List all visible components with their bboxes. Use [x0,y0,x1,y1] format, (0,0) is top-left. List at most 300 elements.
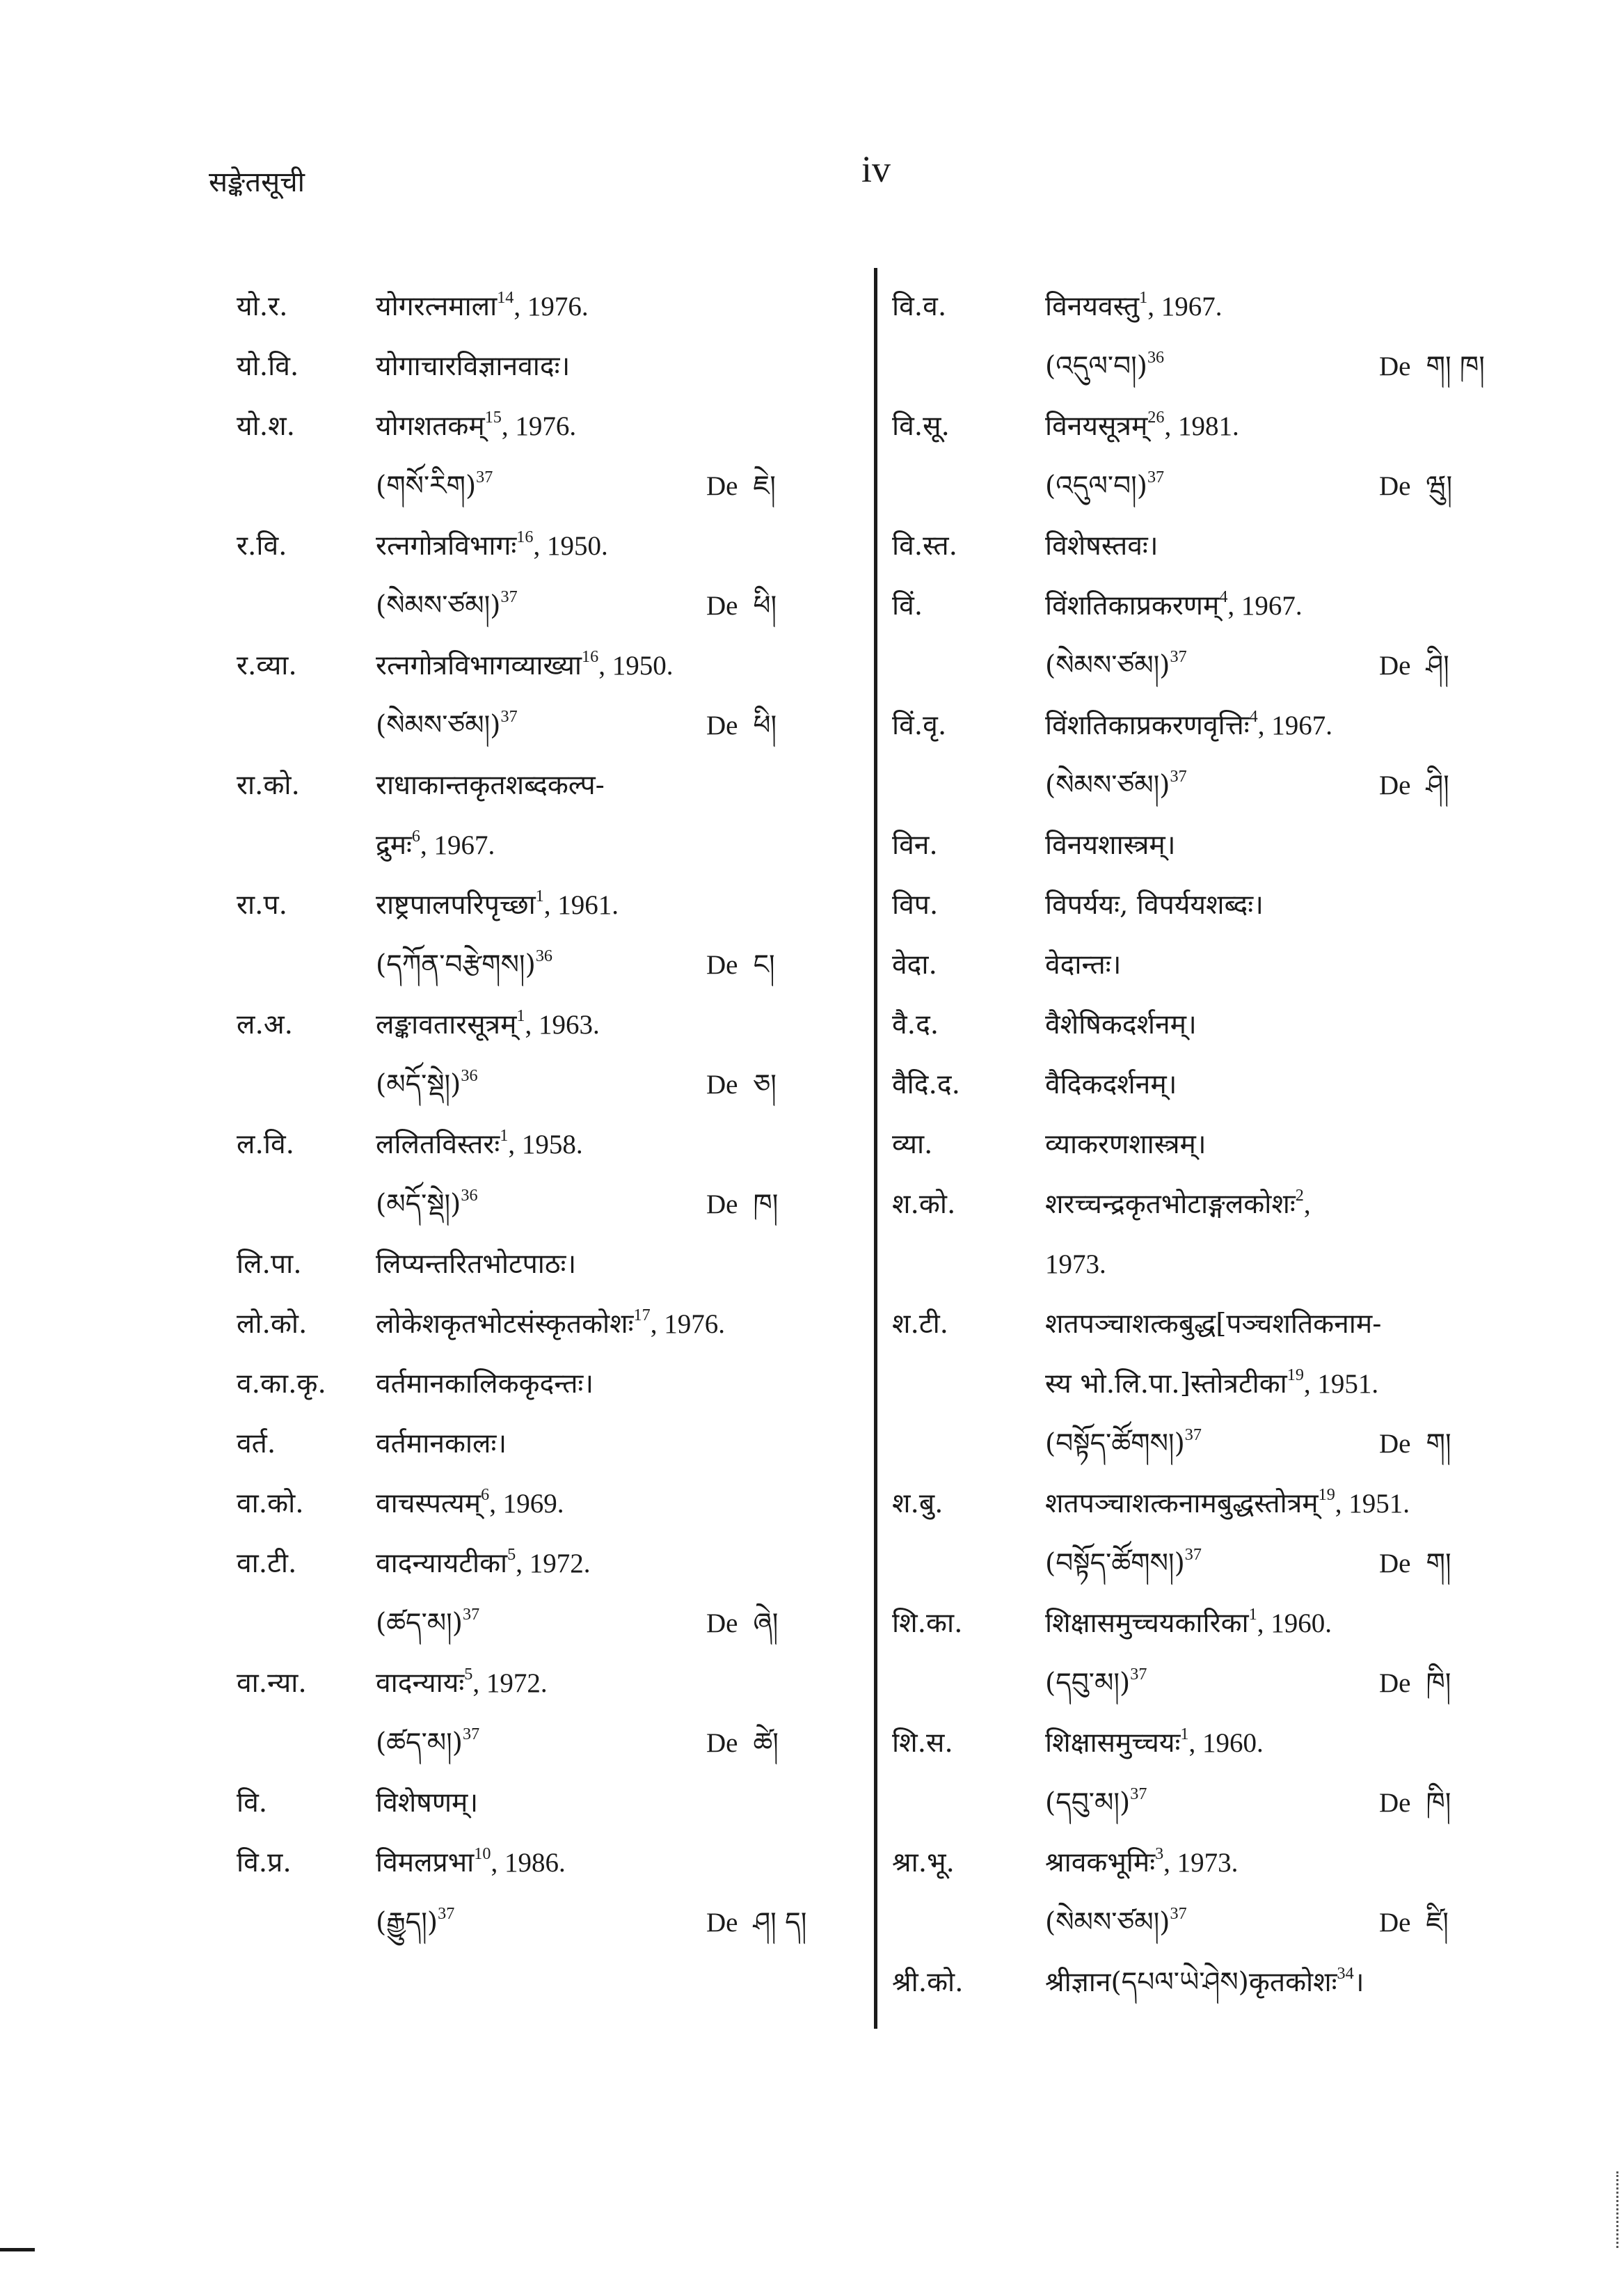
reference-number: 5 [464,1664,473,1684]
entry-title [376,995,600,1055]
entry-line-continued [892,1235,1546,1295]
entry-title-continued [1045,1235,1106,1295]
reference-number: 36 [461,1066,478,1085]
index-entry [892,516,1546,576]
title-text: रत्नगोत्रविभागः [376,530,517,562]
reference-number: 37 [1170,1903,1187,1923]
abbreviation: वि. [237,1787,268,1819]
entry-line [892,1594,1546,1654]
entry-title [376,1833,566,1893]
derge-label: De [706,1189,738,1219]
entry-title [1045,397,1239,457]
derge-reference [1379,457,1452,516]
index-entry [892,1115,1546,1175]
publication-year: , 1951. [1335,1489,1410,1519]
reference-number: 4 [1219,587,1228,606]
abbreviation: लो.को. [237,1308,308,1340]
derge-label: De [706,1608,738,1638]
tibetan-section-name: (དབུ་མ།) [1045,1787,1131,1819]
publication-year: । [1353,1968,1364,1997]
title-text: विमलप्रभा [376,1847,475,1878]
title-text: शिक्षासमुच्चयकारिका [1045,1608,1249,1639]
tibetan-line [237,1055,863,1115]
title-text: वर्तमानकालः। [376,1428,507,1459]
index-entry [237,756,863,876]
derge-volume: ཕི། [753,710,777,741]
title-text: योगाचारविज्ञानवादः। [376,351,571,382]
index-entry [892,397,1546,516]
derge-reference [1379,636,1449,696]
tibetan-section [1045,1414,1202,1474]
index-entry [892,277,1546,397]
derge-reference [1379,1654,1451,1713]
entry-line [237,1833,863,1893]
entry-title [1045,1295,1381,1354]
index-entry [237,636,863,756]
derge-label: De [1379,351,1411,381]
left-column [237,277,863,1953]
publication-year: , 1986. [491,1848,566,1878]
abbreviation: वि.व. [892,291,947,322]
title-text: विशेषस्तवः। [1045,530,1159,562]
index-entry [237,1235,863,1295]
derge-label: De [706,950,738,980]
derge-volume: ཤི། [1426,650,1449,681]
entry-title [376,756,605,816]
derge-volume: ཚེ། [753,1727,779,1759]
abbreviation: रा.प. [237,889,287,921]
reference-number: 1 [1180,1724,1189,1743]
index-entry [892,1175,1546,1295]
reference-number: 37 [1170,766,1187,786]
entry-title [1045,1953,1364,2013]
derge-label: De [706,1908,738,1938]
index-entry [237,1414,863,1474]
tibetan-line [237,1175,863,1235]
abbreviation: विप. [892,889,939,921]
derge-label: De [1379,471,1411,501]
publication-year: , 1967. [420,830,495,860]
tibetan-section-name: (མདོ་སྡེ།) [376,1069,461,1100]
title-text: विनयशास्त्रम्। [1045,830,1176,861]
abbreviation: वा.न्या. [237,1668,307,1699]
title-text: लोकेशकृतभोटसंस्कृतकोशः [376,1308,634,1340]
derge-reference [706,576,777,636]
index-entry [237,1354,863,1414]
entry-line [237,636,863,696]
reference-number: 17 [633,1305,651,1324]
entry-line [237,1773,863,1833]
title-text: योगशतकम् [376,411,485,442]
tibetan-section-name: (སེམས་ཙམ།) [1045,650,1170,681]
entry-line [892,1953,1546,2013]
derge-label: De [1379,1908,1411,1938]
reference-number: 1 [516,1006,525,1025]
entry-line [237,1414,863,1474]
entry-line [892,995,1546,1055]
publication-year: , 1976. [514,292,589,322]
entry-line [892,516,1546,576]
index-entry [892,576,1546,696]
entry-title [1045,1474,1410,1534]
derge-volume: ག། ཁ། [1426,351,1485,382]
tibetan-section-name: (དབུ་མ།) [1045,1668,1131,1699]
entry-title [376,1295,725,1354]
derge-volume: ཁི། [1426,1668,1451,1699]
entry-title [1045,1175,1311,1235]
tibetan-section [376,1713,479,1773]
tibetan-line [892,1654,1546,1713]
index-entry [237,1115,863,1235]
abbreviation: र.व्या. [237,650,297,681]
tibetan-section-name: (དཀོན་བརྩེགས།) [376,949,536,981]
title-text: शरच्चन्द्रकृतभोटाङ्गलकोशः [1045,1189,1296,1220]
entry-line [892,1175,1546,1235]
index-entry [892,1594,1546,1713]
margin-dash [0,2248,35,2251]
tibetan-line [892,636,1546,696]
index-entry [892,1833,1546,1953]
derge-label: De [706,591,738,621]
abbreviation: यो.वि. [237,351,299,382]
publication-year: , 1961. [543,890,619,920]
reference-number: 37 [463,1724,480,1743]
abbreviation: श.टी. [892,1308,949,1340]
entry-title [1045,696,1332,756]
title-text: व्याकरणशास्त्रम्। [1045,1129,1207,1160]
publication-year: , 1967. [1147,292,1223,322]
title-text: वाचस्पत्यम् [376,1488,481,1519]
entry-title [1045,1055,1177,1115]
abbreviation: वि.सू. [892,411,950,442]
derge-volume: ཛི། [1426,1907,1449,1938]
publication-year: , 1969. [489,1489,564,1519]
index-entry [237,1534,863,1654]
running-head: सङ्केतसूची [209,166,305,198]
tibetan-line [892,1773,1546,1833]
derge-label: De [706,1070,738,1100]
title-text: शतपञ्चाशत्कनामबुद्धस्तोत्रम् [1045,1488,1319,1519]
derge-reference [706,1713,779,1773]
tibetan-line [237,935,863,995]
index-entry [892,876,1546,935]
index-entry [892,1295,1546,1474]
publication-year: , 1950. [533,531,608,561]
entry-line [237,516,863,576]
tibetan-line [892,1534,1546,1594]
index-entry [237,277,863,337]
entry-title [1045,995,1197,1055]
title-text: ललितविस्तरः [376,1129,500,1160]
tibetan-section [1045,457,1164,516]
entry-line [237,1354,863,1414]
entry-line [237,337,863,397]
derge-volume: ང། [753,949,775,981]
tibetan-line [237,696,863,756]
entry-line [892,935,1546,995]
derge-label: De [1379,1429,1411,1459]
entry-line [237,277,863,337]
abbreviation: वर्त. [237,1428,276,1459]
publication-year: , 1976. [501,411,577,441]
abbreviation: विन. [892,830,938,861]
tibetan-section [1045,337,1164,397]
derge-volume: ག། [1426,1428,1451,1459]
tibetan-section [376,1055,478,1115]
abbreviation: वि.स्त. [892,530,957,562]
scan-edge-mark [1614,2171,1618,2248]
index-entry [892,1055,1546,1115]
entry-title-continued [1045,1354,1378,1414]
entry-title [1045,816,1175,876]
entry-title [376,1474,564,1534]
abbreviation: शि.का. [892,1608,963,1639]
index-entry [237,516,863,636]
entry-title [376,1115,583,1175]
entry-line [892,1115,1546,1175]
derge-reference [1379,337,1485,397]
tibetan-line [892,337,1546,397]
reference-number: 37 [1130,1664,1147,1684]
derge-reference [706,1175,778,1235]
abbreviation: यो.र. [237,291,288,322]
abbreviation: ल.अ. [237,1009,294,1040]
tibetan-section-name: (སེམས་ཙམ།) [376,590,501,621]
tibetan-section-name: (སེམས་ཙམ།) [1045,770,1170,801]
derge-volume: ཕི། [753,590,777,621]
entry-title [1045,1115,1207,1175]
derge-reference [706,935,775,995]
tibetan-section-name: (གསོ་རིག) [376,470,477,502]
entry-line [892,1474,1546,1534]
entry-line [892,816,1546,876]
publication-year: , 1963. [525,1010,600,1040]
tibetan-line [892,1414,1546,1474]
abbreviation: श.बु. [892,1488,944,1519]
index-entry [237,1833,863,1953]
entry-title [1045,1713,1264,1773]
reference-number: 10 [474,1844,491,1863]
tibetan-line [237,1594,863,1654]
derge-volume: ཤི། [1426,770,1449,801]
index-entry [237,1474,863,1534]
reference-number: 37 [463,1604,480,1624]
abbreviation: वेदा. [892,949,937,981]
tibetan-section [1045,756,1187,816]
derge-reference [706,1893,806,1953]
reference-number: 16 [582,647,599,666]
entry-line [237,1654,863,1713]
tibetan-section [1045,1893,1187,1953]
abbreviation: व्या. [892,1129,933,1160]
entry-line [892,696,1546,756]
entry-title [376,1235,576,1295]
tibetan-section [376,935,552,995]
derge-label: De [706,711,738,741]
abbreviation: श्रा.भू. [892,1847,955,1878]
entry-title [1045,277,1222,337]
page-number: iv [861,148,891,190]
tibetan-section-name: (མདོ་སྡེ།) [376,1189,461,1220]
publication-year: , 1972. [516,1549,591,1578]
entry-title [376,1534,591,1594]
abbreviation: र.वि. [237,530,287,562]
abbreviation: शि.स. [892,1727,953,1759]
entry-title-continued [376,816,495,876]
title-text: वेदान्तः। [1045,949,1122,981]
publication-year: , 1976. [650,1309,725,1339]
derge-volume: ཅ། [753,1069,777,1100]
entry-line [237,1534,863,1594]
derge-volume: ཞེ། [753,1608,779,1639]
entry-line [237,1474,863,1534]
reference-number: 6 [411,826,421,846]
title-text: विंशतिकाप्रकरणम् [1045,590,1220,621]
entry-line-continued [237,816,863,876]
entry-title [376,1654,548,1713]
derge-reference [1379,1534,1451,1594]
reference-number: 36 [461,1185,478,1205]
title-text: विंशतिकाप्रकरणवृत्तिः [1045,710,1250,741]
entry-line [892,397,1546,457]
reference-number: 37 [1130,1784,1147,1803]
reference-number: 5 [507,1544,516,1564]
derge-reference [1379,1414,1451,1474]
index-entry [892,1713,1546,1833]
entry-title [1045,1833,1238,1893]
abbreviation: विं. [892,590,923,621]
index-entry [892,1953,1546,2013]
derge-label: De [706,1728,738,1758]
right-column [892,277,1546,2013]
entry-line [892,1295,1546,1354]
column-divider [874,268,877,2029]
tibetan-section-name: (འདུལ་བ།) [1045,351,1147,382]
publication-year: , 1950. [598,651,674,681]
reference-number: 4 [1249,706,1258,726]
reference-number: 1 [1248,1604,1257,1624]
title-text: श्रावकभूमिः [1045,1847,1156,1878]
entry-title [1045,1594,1332,1654]
index-entry [237,995,863,1115]
tibetan-section [376,1594,479,1654]
tibetan-section-name: (བསྟོད་ཚོགས།) [1045,1548,1185,1579]
title-text: वैशेषिकदर्शनम्। [1045,1009,1197,1040]
abbreviation: व.का.कृ. [237,1368,326,1400]
tibetan-line [892,1893,1546,1953]
publication-year: , 1960. [1188,1728,1264,1758]
publication-year: , [1303,1189,1311,1219]
reference-number: 1 [500,1125,509,1145]
tibetan-section [376,576,518,636]
derge-label: De [1379,770,1411,800]
title-text: राष्ट्रपालपरिपृच्छा [376,889,536,921]
reference-number: 19 [1287,1365,1304,1384]
publication-year: , 1958. [508,1130,583,1159]
entry-line [237,1115,863,1175]
tibetan-line [237,457,863,516]
entry-line [892,1055,1546,1115]
tibetan-section [1045,1773,1147,1833]
reference-number: 26 [1147,407,1165,427]
abbreviation: विं.वृ. [892,710,947,741]
tibetan-line [237,1893,863,1953]
title-text: विनयवस्तु [1045,291,1140,322]
abbreviation: वा.टी. [237,1548,297,1579]
derge-label: De [1379,651,1411,681]
abbreviation: वि.प्र. [237,1847,292,1878]
reference-number: 3 [1155,1844,1164,1863]
abbreviation: वै.द. [892,1009,939,1040]
publication-year: , 1973. [1163,1848,1239,1878]
publication-year: , 1951. [1303,1369,1379,1399]
title-text: रत्नगोत्रविभागव्याख्या [376,650,582,681]
tibetan-section [376,1175,478,1235]
reference-number: 1 [1139,287,1148,307]
publication-year: , 1967. [1227,591,1303,621]
title-text-continued: द्रुमः [376,830,412,861]
index-entry [237,397,863,516]
entry-title [1045,576,1303,636]
tibetan-section-name: (སེམས་ཙམ།) [376,710,501,741]
index-entry [237,1295,863,1354]
abbreviation: वैदि.द. [892,1069,960,1100]
title-text: योगरत्नमाला [376,291,497,322]
abbreviation: श्री.को. [892,1967,964,1998]
reference-number: 36 [1147,347,1165,367]
reference-number: 37 [476,467,493,486]
entry-title [376,397,576,457]
tibetan-section-name: (ཚད་མ།) [376,1608,463,1639]
tibetan-section [1045,636,1187,696]
entry-line-continued [892,1354,1546,1414]
entry-line [237,397,863,457]
tibetan-line [237,576,863,636]
entry-line [237,995,863,1055]
title-text: लिप्यन्तरितभोटपाठः। [376,1249,577,1280]
entry-line [237,1235,863,1295]
tibetan-section-name: (བསྟོད་ཚོགས།) [1045,1428,1185,1459]
derge-reference [706,1594,778,1654]
entry-title [1045,876,1264,935]
derge-label: De [706,471,738,501]
tibetan-line [237,1713,863,1773]
publication-year: , 1960. [1257,1608,1332,1638]
entry-title [376,876,619,935]
abbreviation: वा.को. [237,1488,304,1519]
index-entry [237,876,863,995]
index-entry [892,935,1546,995]
entry-line [237,1295,863,1354]
reference-number: 37 [1184,1425,1202,1444]
publication-year: , 1967. [1257,711,1332,741]
entry-title [1045,516,1159,576]
entry-title [376,636,673,696]
title-text: वादन्यायः [376,1668,465,1699]
derge-reference [706,696,777,756]
reference-number: 15 [484,407,502,427]
title-text: शिक्षासमुच्चयः [1045,1727,1181,1759]
reference-number: 34 [1337,1963,1354,1983]
entry-title [376,1414,507,1474]
tibetan-line [892,756,1546,816]
tibetan-section [1045,1534,1202,1594]
tibetan-section [376,696,518,756]
reference-number: 37 [1184,1544,1202,1564]
derge-volume: ཇེ། [753,470,776,502]
title-text: विपर्ययः, विपर्ययशब्दः। [1045,889,1264,921]
entry-line [237,876,863,935]
